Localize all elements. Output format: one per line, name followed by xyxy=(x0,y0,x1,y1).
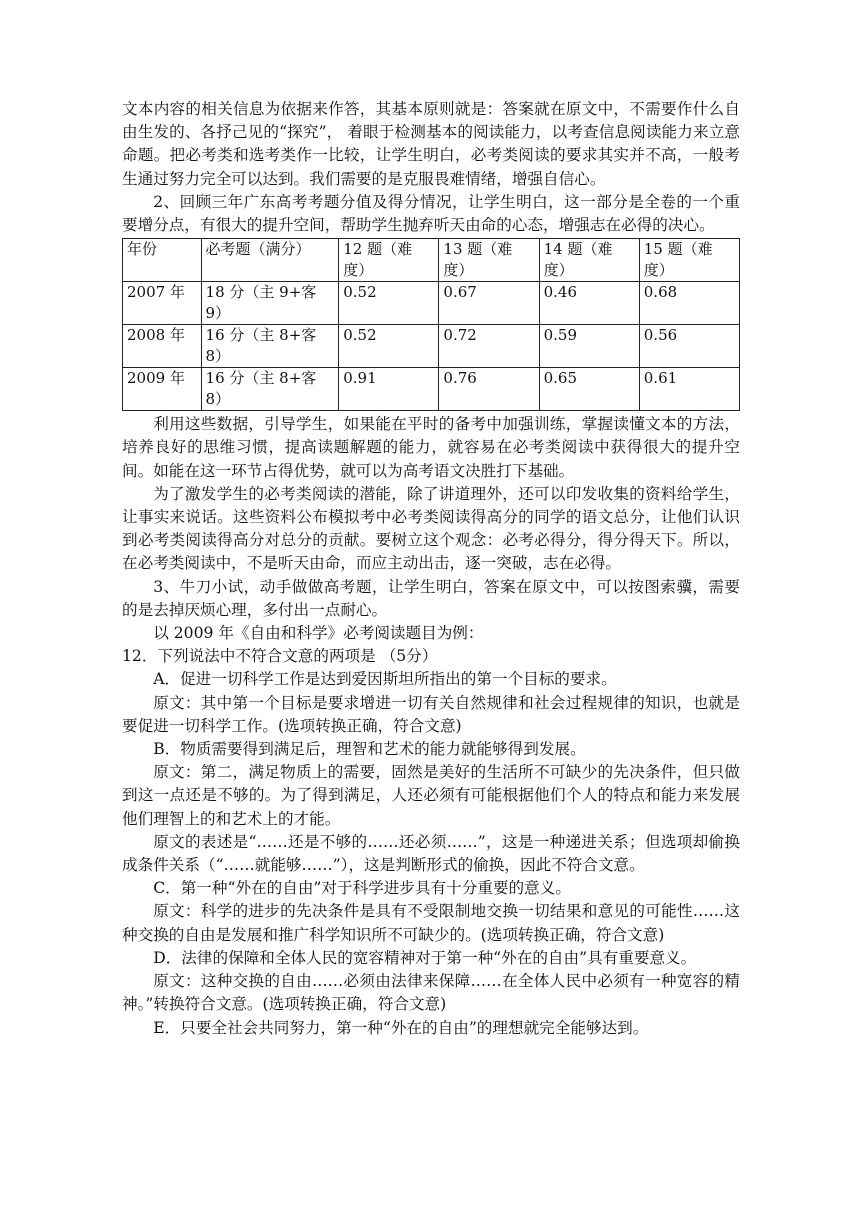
paragraph: 为了激发学生的必考类阅读的潜能，除了讲道理外，还可以印发收集的资料给学生，让事实来说话。这些资料公布模拟考中必考类阅读得高分的同学的语文总分，让他们认识到必考类阅读得高分对总分的贡献。要树立这个观念：必考必得分，得分得天下。所以，在必考类阅读中，不是听天由命，而应主动出击，逐一突破，志在必得。 xyxy=(122,484,740,573)
table-row xyxy=(123,325,740,368)
table-cell: 0.91 xyxy=(339,368,439,411)
table-cell: 0.46 xyxy=(539,282,639,325)
table-header-cell: 12 题（难度） xyxy=(339,239,439,282)
table-cell: 16 分（主 8+客 8） xyxy=(201,368,339,411)
table-row xyxy=(123,368,740,411)
document-page xyxy=(122,98,740,1040)
table-cell: 2008 年 xyxy=(123,325,202,368)
paragraph: 3、牛刀小试，动手做做高考题，让学生明白，答案在原文中，可以按图索骥，需要的是去掉厌烦心理，多付出一点耐心。 xyxy=(122,577,740,619)
paragraph: 12．下列说法中不符合文意的两项是 （5分） xyxy=(122,647,438,666)
table-cell: 0.61 xyxy=(639,368,739,411)
table-header-cell: 14 题（难度） xyxy=(539,239,639,282)
table-cell: 0.56 xyxy=(639,325,739,368)
paragraph: B．物质需要得到满足后，理智和艺术的能力就能够得到发展。 xyxy=(153,740,586,759)
table-header-cell: 年份 xyxy=(123,239,202,282)
table-cell: 0.52 xyxy=(339,325,439,368)
paragraph: C．第一种“外在的自由”对于科学进步具有十分重要的意义。 xyxy=(153,879,571,898)
table-header-cell: 13 题（难度） xyxy=(439,239,539,282)
table-cell: 0.76 xyxy=(439,368,539,411)
table-cell: 18 分（主 9+客 9） xyxy=(201,282,339,325)
table-cell: 16 分（主 8+客 8） xyxy=(201,325,339,368)
paragraph: 原文：其中第一个目标是要求增进一切有关自然规律和社会过程规律的知识，也就是要促进一切科学工作。(选项转换正确，符合文意) xyxy=(122,693,740,735)
paragraph-intro: 文本内容的相关信息为依据来作答，其基本原则就是：答案就在原文中，不需要作什么自由生发的、各抒己见的“探究”， 着眼于检测基本的阅读能力，以考查信息阅读能力来立意命题。把必考类和选考类作一比较，让学生明白，必考类阅读的要求其实并不高，一般考生通过努力完全可以达到。我们需要的是克服畏难情绪，增强自信心。 xyxy=(122,100,740,188)
paragraph: 原文：科学的进步的先决条件是具有不受限制地交换一切结果和意见的可能性……这种交换的自由是发展和推广科学知识所不可缺少的。(选项转换正确，符合文意) xyxy=(122,902,740,944)
paragraph: D．法律的保障和全体人民的宽容精神对于第一种“外在的自由”具有重要意义。 xyxy=(153,948,697,967)
score-table xyxy=(122,238,740,411)
table-cell: 0.68 xyxy=(639,282,739,325)
paragraph: 原文：第二，满足物质上的需要，固然是美好的生活所不可缺少的先决条件，但只做到这一点还是不够的。为了得到满足，人还必须有可能根据他们个人的特点和能力来发展他们理智上的和艺术上的才能。 xyxy=(122,763,740,828)
body-paragraphs xyxy=(122,413,740,1039)
paragraph-review: 2、回顾三年广东高考考题分值及得分情况，让学生明白，这一部分是全卷的一个重要增分点，有很大的提升空间，帮助学生抛弃听天由命的心态，增强志在必得的决心。 xyxy=(122,192,740,235)
table-cell: 2007 年 xyxy=(123,282,202,325)
paragraph: E．只要全社会共同努力，第一种“外在的自由”的理想就完全能够达到。 xyxy=(153,1018,649,1037)
paragraph: 原文：这种交换的自由……必须由法律来保障……在全体人民中必须有一种宽容的精神。”转换符合文意。(选项转换正确，符合文意) xyxy=(122,972,740,1014)
table-header-cell: 必考题（满分） xyxy=(201,239,339,282)
table-cell: 0.59 xyxy=(539,325,639,368)
paragraph: 以 2009 年《自由和科学》必考阅读题目为例： xyxy=(153,624,484,643)
paragraph: A．促进一切科学工作是达到爱因斯坦所指出的第一个目标的要求。 xyxy=(153,670,617,689)
table-cell: 0.72 xyxy=(439,325,539,368)
table-header-cell: 15 题（难度） xyxy=(639,239,739,282)
table-cell: 2009 年 xyxy=(123,368,202,411)
table-row xyxy=(123,282,740,325)
paragraph: 原文的表述是“……还是不够的……还必须……”，这是一种递进关系；但选项却偷换成条件关系（“……就能够……”），这是判断形式的偷换，因此不符合文意。 xyxy=(122,832,740,875)
paragraph: 利用这些数据，引导学生，如果能在平时的备考中加强训练，掌握读懂文本的方法，培养良好的思维习惯，提高读题解题的能力，就容易在必考类阅读中获得很大的提升空间。如能在这一环节占得优势，就可以为高考语文决胜打下基础。 xyxy=(122,415,740,480)
table-cell: 0.67 xyxy=(439,282,539,325)
table-header-row xyxy=(123,239,740,282)
table-cell: 0.52 xyxy=(339,282,439,325)
table-cell: 0.65 xyxy=(539,368,639,411)
